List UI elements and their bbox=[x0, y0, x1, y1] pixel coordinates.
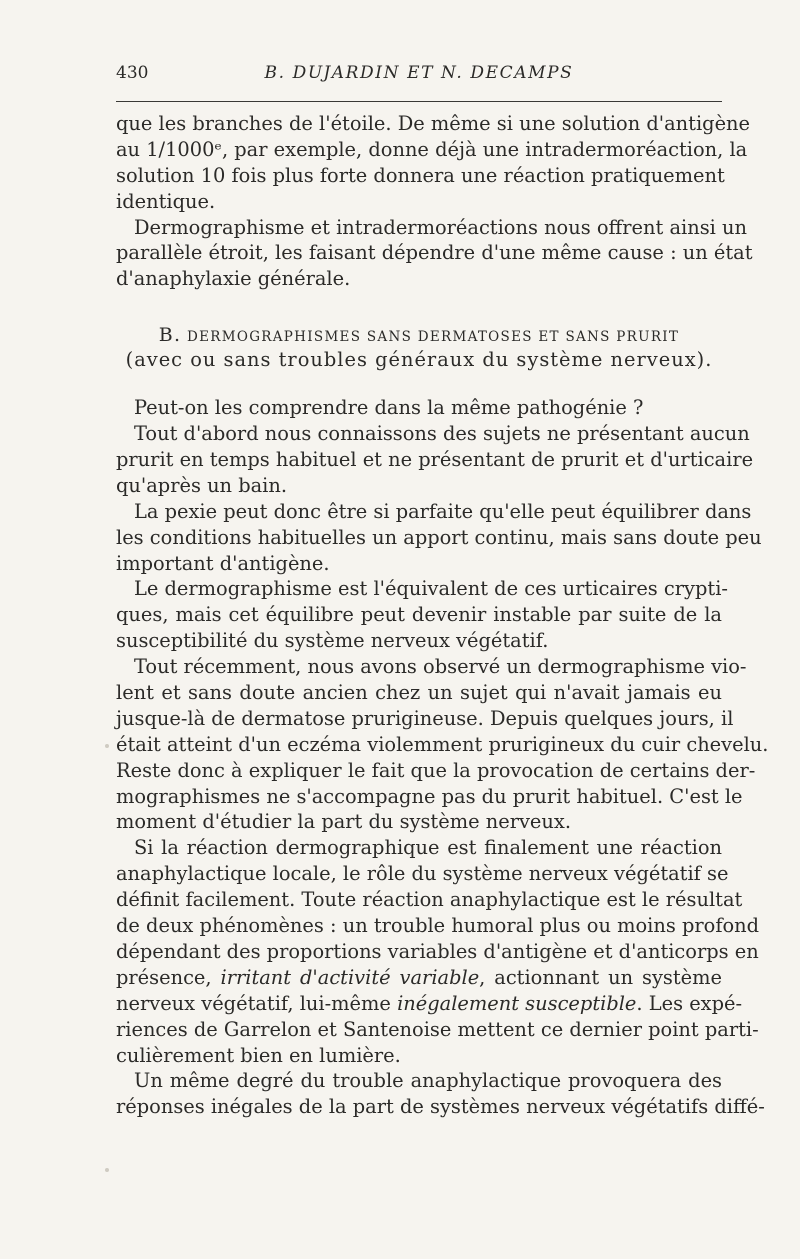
text-line: culièrement bien en lumière. bbox=[116, 1043, 401, 1067]
text-line: au 1/1000ᵉ, par exemple, donne déjà une intradermoréaction, la bbox=[116, 137, 748, 161]
section-gap bbox=[116, 292, 722, 323]
paragraph bbox=[116, 111, 751, 215]
running-head bbox=[116, 63, 722, 93]
text-line: définit facilement. Toute réaction anaphylactique est le résultat bbox=[116, 888, 743, 912]
page-number: 430 bbox=[116, 63, 149, 83]
text-line: identique. bbox=[116, 189, 216, 213]
text-line: mographismes ne s'accompagne pas du prurit habituel. C'est le bbox=[116, 784, 743, 808]
text-line: réponses inégales de la part de systèmes nerveux végétatifs diffé- bbox=[116, 1095, 765, 1119]
text-line: de deux phénomènes : un trouble humoral plus ou moins profond bbox=[116, 914, 760, 938]
text-line: riences de Garrelon et Santenoise mettent ce dernier point parti- bbox=[116, 1017, 759, 1041]
text-line: parallèle étroit, les faisant dépendre d'une même cause : un état bbox=[116, 241, 753, 265]
running-title: B. DUJARDIN ET N. DECAMPS bbox=[264, 63, 574, 83]
text-line: anaphylactique locale, le rôle du système nerveux végétatif se bbox=[116, 862, 729, 886]
emphasis-text: inégalement susceptible bbox=[397, 991, 637, 1015]
text-line: Le dermographisme est l'équivalent de ces urticaires crypti- bbox=[134, 577, 728, 601]
text-line: ques, mais cet équilibre peut devenir instable par suite de la bbox=[116, 603, 722, 627]
text-line: susceptibilité du système nerveux végétatif. bbox=[116, 629, 549, 653]
text-line: jusque-là de dermatose prurigineuse. Depuis quelques jours, il bbox=[116, 706, 734, 730]
text-line: moment d'étudier la part du système nerveux. bbox=[116, 810, 571, 834]
paragraph bbox=[116, 576, 728, 654]
text-line bbox=[116, 991, 743, 1017]
section-heading bbox=[116, 323, 722, 347]
text-line: La pexie peut donc être si parfaite qu'elle peut équilibrer dans bbox=[134, 499, 752, 523]
paragraph bbox=[116, 1068, 765, 1120]
text-line: qu'après un bain. bbox=[116, 473, 288, 497]
section-subtitle: (avec ou sans troubles généraux du système nerveux). bbox=[125, 348, 713, 372]
text-line: Un même degré du trouble anaphylactique provoquera des bbox=[134, 1069, 722, 1093]
text-run: nerveux végétatif, lui-même bbox=[116, 991, 398, 1015]
text-line: Reste donc à expliquer le fait que la provocation de certains der- bbox=[116, 758, 756, 782]
text-line bbox=[116, 965, 722, 991]
emphasis-text: irritant d'activité variable bbox=[220, 965, 480, 989]
text-line: Tout d'abord nous connaissons des sujets ne présentant aucun bbox=[134, 422, 750, 446]
paper-speck bbox=[105, 744, 109, 748]
body-text bbox=[116, 111, 769, 1120]
text-line: était atteint d'un eczéma violemment prurigineux du cuir chevelu. bbox=[116, 732, 769, 756]
text-line: dépendant des proportions variables d'antigène et d'anticorps en bbox=[116, 939, 759, 963]
paragraph bbox=[116, 421, 754, 499]
text-line: Tout récemment, nous avons observé un dermographisme vio- bbox=[134, 655, 747, 679]
section-letter: B. bbox=[158, 324, 182, 347]
paragraph bbox=[116, 395, 722, 421]
text-line: Peut-on les comprendre dans la même pathogénie ? bbox=[134, 396, 644, 420]
text-line: important d'antigène. bbox=[116, 551, 330, 575]
paragraph bbox=[116, 215, 753, 293]
text-run: présence, bbox=[116, 965, 221, 989]
text-run: . Les expé- bbox=[636, 991, 743, 1015]
section-heading-text: DERMOGRAPHISMES SANS DERMATOSES ET SANS PRURIT bbox=[186, 329, 680, 346]
text-line: que les branches de l'étoile. De même si une solution d'antigène bbox=[116, 112, 751, 135]
text-line: solution 10 fois plus forte donnera une réaction pratiquement bbox=[116, 163, 725, 187]
paragraph bbox=[116, 835, 760, 1068]
paragraph bbox=[116, 654, 769, 835]
text-line: prurit en temps habituel et ne présentant de prurit et d'urticaire bbox=[116, 448, 754, 472]
text-run: , actionnant un système bbox=[479, 965, 722, 989]
text-line: lent et sans doute ancien chez un sujet qui n'avait jamais eu bbox=[116, 681, 722, 705]
text-line: les conditions habituelles un apport continu, mais sans doute peu bbox=[116, 525, 762, 549]
header-rule bbox=[116, 101, 722, 102]
paper-speck bbox=[105, 1168, 109, 1172]
text-line: Dermographisme et intradermoréactions nous offrent ainsi un bbox=[134, 215, 748, 239]
text-line: d'anaphylaxie générale. bbox=[116, 267, 351, 291]
paragraph bbox=[116, 499, 762, 577]
text-line: Si la réaction dermographique est finalement une réaction bbox=[134, 836, 722, 860]
